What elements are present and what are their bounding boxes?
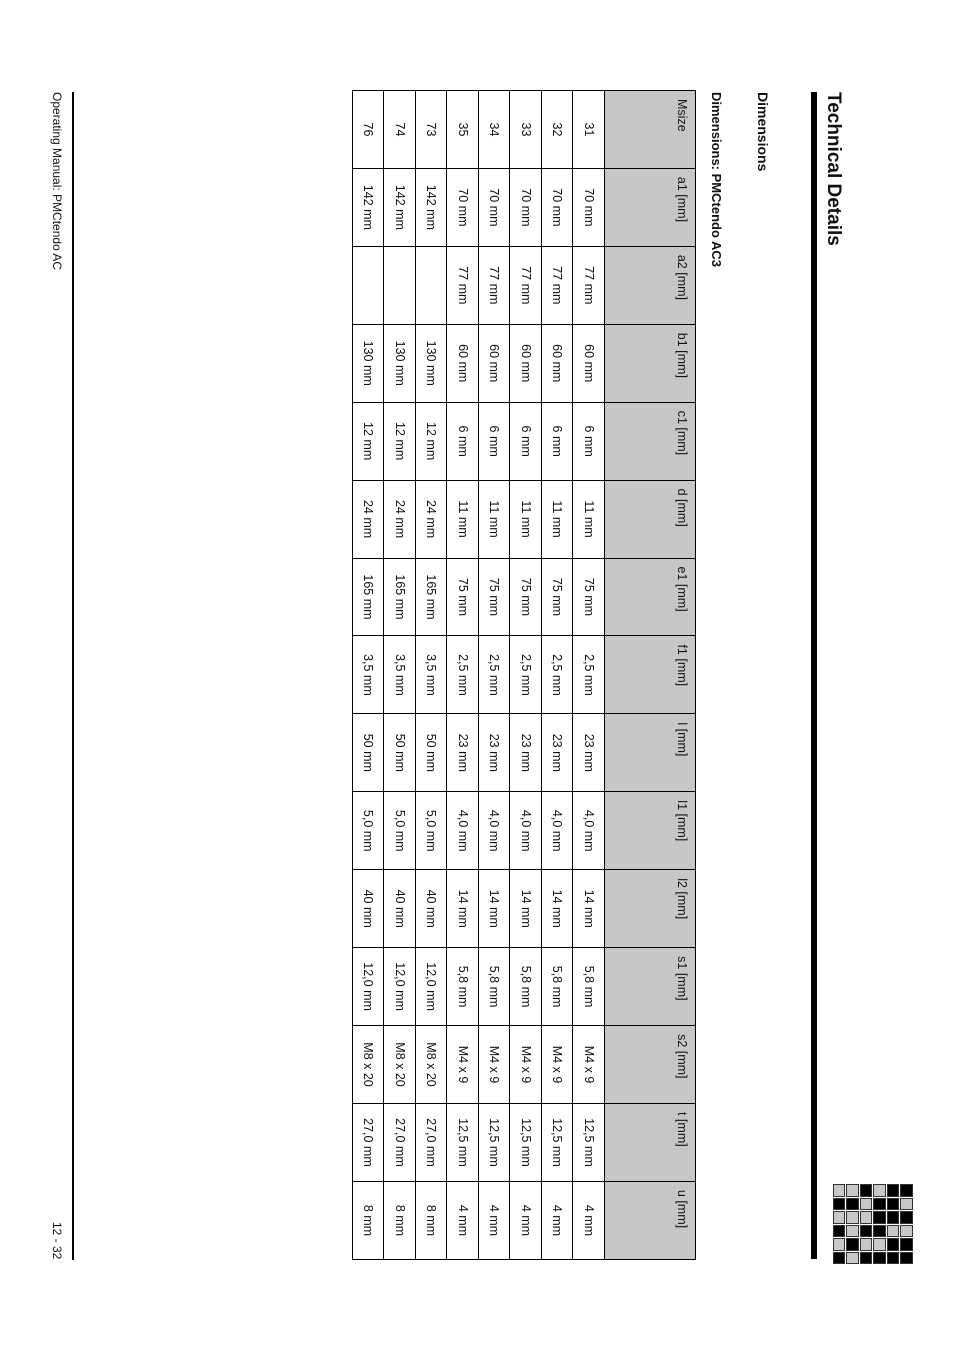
table-cell: 24 mm <box>416 480 448 558</box>
table-cell: 14 mm <box>573 870 605 948</box>
table-cell: 70 mm <box>510 168 542 246</box>
table-row <box>353 91 385 1260</box>
table-cell: 130 mm <box>384 324 416 402</box>
table-cell: 12 mm <box>384 402 416 480</box>
table-cell: 12,5 mm <box>447 1103 479 1181</box>
footer-page-number: 12 - 32 <box>50 1222 64 1260</box>
table-cell: 73 <box>416 91 448 169</box>
table-cell: 70 mm <box>479 168 511 246</box>
table-cell: 6 mm <box>510 402 542 480</box>
table-cell: 23 mm <box>510 714 542 792</box>
table-cell: 130 mm <box>416 324 448 402</box>
footer-rule <box>72 92 74 1260</box>
table-cell: M8 x 20 <box>353 1026 385 1104</box>
column-header: d [mm] <box>605 480 696 558</box>
table-cell: M4 x 9 <box>479 1026 511 1104</box>
table-cell: 75 mm <box>447 558 479 636</box>
table-cell: 4 mm <box>573 1181 605 1259</box>
table-cell: 24 mm <box>353 480 385 558</box>
table-cell: 8 mm <box>416 1181 448 1259</box>
table-cell: 40 mm <box>416 870 448 948</box>
table-cell: 5,8 mm <box>542 948 574 1026</box>
column-header: f1 [mm] <box>605 636 696 714</box>
table-cell: M4 x 9 <box>447 1026 479 1104</box>
table-cell: 4,0 mm <box>447 792 479 870</box>
table-cell: 8 mm <box>384 1181 416 1259</box>
table-cell: 60 mm <box>542 324 574 402</box>
table-cell: 5,8 mm <box>510 948 542 1026</box>
table-cell: 4 mm <box>479 1181 511 1259</box>
table-cell: 70 mm <box>447 168 479 246</box>
column-header: a2 [mm] <box>605 246 696 324</box>
table-cell: 23 mm <box>542 714 574 792</box>
table-row <box>479 91 511 1260</box>
table-cell: 50 mm <box>353 714 385 792</box>
table-cell: 12,5 mm <box>510 1103 542 1181</box>
table-cell: 6 mm <box>447 402 479 480</box>
table-row <box>384 91 416 1260</box>
table-cell: 2,5 mm <box>447 636 479 714</box>
table-cell: 32 <box>542 91 574 169</box>
grid-logo-icon <box>833 1184 913 1264</box>
table-cell: 11 mm <box>479 480 511 558</box>
table-cell: 12,5 mm <box>542 1103 574 1181</box>
column-header: l [mm] <box>605 714 696 792</box>
table-cell: 33 <box>510 91 542 169</box>
table-cell: 12,5 mm <box>479 1103 511 1181</box>
column-header: s2 [mm] <box>605 1026 696 1104</box>
table-cell: 76 <box>353 91 385 169</box>
table-cell: 12 mm <box>416 402 448 480</box>
table-cell: 60 mm <box>447 324 479 402</box>
table-cell: 2,5 mm <box>510 636 542 714</box>
table-cell: 35 <box>447 91 479 169</box>
table-cell: 75 mm <box>510 558 542 636</box>
table-cell: 77 mm <box>479 246 511 324</box>
table-row <box>510 91 542 1260</box>
table-header-row <box>605 91 696 1260</box>
table-row <box>447 91 479 1260</box>
table-cell: 4 mm <box>542 1181 574 1259</box>
table-cell: 77 mm <box>447 246 479 324</box>
table-cell: 77 mm <box>573 246 605 324</box>
table-cell: 14 mm <box>542 870 574 948</box>
column-header: b1 [mm] <box>605 324 696 402</box>
table-cell: 2,5 mm <box>573 636 605 714</box>
table-cell <box>416 246 448 324</box>
table-cell: 142 mm <box>353 168 385 246</box>
table-cell: 31 <box>573 91 605 169</box>
table-cell: 142 mm <box>416 168 448 246</box>
table-cell: 5,0 mm <box>353 792 385 870</box>
table-cell: 12,0 mm <box>416 948 448 1026</box>
table-cell: 24 mm <box>384 480 416 558</box>
table-cell: 50 mm <box>384 714 416 792</box>
table-cell: 12,0 mm <box>384 948 416 1026</box>
table-cell: 23 mm <box>447 714 479 792</box>
table-cell: 4,0 mm <box>573 792 605 870</box>
table-cell: M8 x 20 <box>384 1026 416 1104</box>
table-cell: 27,0 mm <box>353 1103 385 1181</box>
table-body <box>353 91 605 1260</box>
table-cell: 40 mm <box>353 870 385 948</box>
column-header: t [mm] <box>605 1103 696 1181</box>
section-title: Dimensions <box>755 92 771 172</box>
table-cell: 4 mm <box>447 1181 479 1259</box>
table-cell: 27,0 mm <box>384 1103 416 1181</box>
table-cell: 5,8 mm <box>479 948 511 1026</box>
table-cell: 6 mm <box>542 402 574 480</box>
section-subtitle: Dimensions: PMCtendo AC3 <box>709 92 724 268</box>
table-cell: 12,0 mm <box>353 948 385 1026</box>
table-cell: 14 mm <box>510 870 542 948</box>
table-cell: 50 mm <box>416 714 448 792</box>
column-header: a1 [mm] <box>605 168 696 246</box>
table-cell: 60 mm <box>510 324 542 402</box>
table-cell: 165 mm <box>353 558 385 636</box>
table-cell: 6 mm <box>479 402 511 480</box>
table-cell: 5,8 mm <box>573 948 605 1026</box>
footer-manual-name: Operating Manual: PMCtendo AC <box>50 92 64 271</box>
table-cell: M4 x 9 <box>573 1026 605 1104</box>
table-cell: 14 mm <box>479 870 511 948</box>
table-cell: 165 mm <box>416 558 448 636</box>
table-cell: 75 mm <box>479 558 511 636</box>
table-row <box>416 91 448 1260</box>
table-cell: 4,0 mm <box>479 792 511 870</box>
table-cell: 23 mm <box>573 714 605 792</box>
column-header: c1 [mm] <box>605 402 696 480</box>
page-title: Technical Details <box>823 92 844 246</box>
table-cell: 5,8 mm <box>447 948 479 1026</box>
table-cell: 27,0 mm <box>416 1103 448 1181</box>
table-cell: 70 mm <box>542 168 574 246</box>
table-cell: 60 mm <box>479 324 511 402</box>
table-cell: 75 mm <box>542 558 574 636</box>
column-header: Msize <box>605 91 696 169</box>
dimensions-table <box>352 90 696 1260</box>
table-cell: 11 mm <box>510 480 542 558</box>
table-cell: M8 x 20 <box>416 1026 448 1104</box>
table-row <box>542 91 574 1260</box>
column-header: e1 [mm] <box>605 558 696 636</box>
table-cell: 3,5 mm <box>416 636 448 714</box>
table-cell: M4 x 9 <box>510 1026 542 1104</box>
table-cell: 2,5 mm <box>542 636 574 714</box>
table-cell: 11 mm <box>573 480 605 558</box>
table-cell: 60 mm <box>573 324 605 402</box>
table-cell: 6 mm <box>573 402 605 480</box>
table-cell: 2,5 mm <box>479 636 511 714</box>
table-cell: 4 mm <box>510 1181 542 1259</box>
table-cell: 14 mm <box>447 870 479 948</box>
table-cell: 11 mm <box>447 480 479 558</box>
table-cell <box>353 246 385 324</box>
table-cell: 40 mm <box>384 870 416 948</box>
table-cell: 75 mm <box>573 558 605 636</box>
table-cell: 34 <box>479 91 511 169</box>
table-cell: 23 mm <box>479 714 511 792</box>
table-cell: 5,0 mm <box>416 792 448 870</box>
column-header: l1 [mm] <box>605 792 696 870</box>
table-cell: 11 mm <box>542 480 574 558</box>
table-cell: 77 mm <box>510 246 542 324</box>
column-header: l2 [mm] <box>605 870 696 948</box>
column-header: u [mm] <box>605 1181 696 1259</box>
table-cell <box>384 246 416 324</box>
table-cell: 4,0 mm <box>542 792 574 870</box>
column-header: s1 [mm] <box>605 948 696 1026</box>
table-cell: 165 mm <box>384 558 416 636</box>
header-rule <box>811 92 817 1259</box>
table-cell: 8 mm <box>353 1181 385 1259</box>
table-cell: 12 mm <box>353 402 385 480</box>
table-cell: 70 mm <box>573 168 605 246</box>
table-cell: 12,5 mm <box>573 1103 605 1181</box>
table-cell: 77 mm <box>542 246 574 324</box>
table-cell: 3,5 mm <box>353 636 385 714</box>
table-cell: 5,0 mm <box>384 792 416 870</box>
table-cell: M4 x 9 <box>542 1026 574 1104</box>
table-cell: 130 mm <box>353 324 385 402</box>
table-cell: 4,0 mm <box>510 792 542 870</box>
table-cell: 3,5 mm <box>384 636 416 714</box>
table-cell: 142 mm <box>384 168 416 246</box>
table-cell: 74 <box>384 91 416 169</box>
table-row <box>573 91 605 1260</box>
